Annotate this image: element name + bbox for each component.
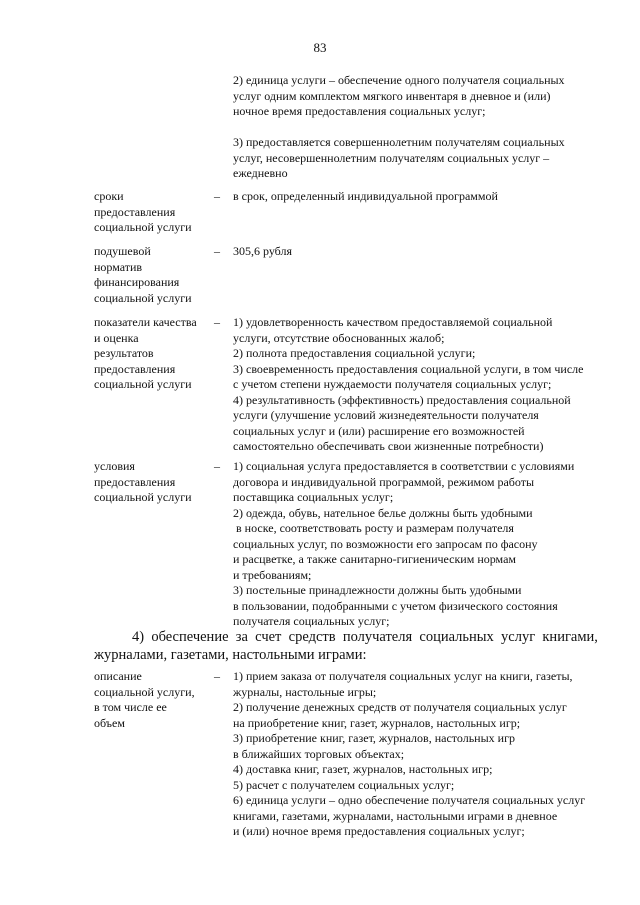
row-dash: –: [214, 459, 220, 473]
value-line: в срок, определенный индивидуальной программой: [233, 189, 498, 203]
text-line: 2) единица услуги – обеспечение одного получателя социальных: [233, 73, 565, 87]
row-value-quality: [233, 315, 603, 455]
label-line: и оценка: [94, 330, 139, 345]
row-label-terms: [94, 189, 192, 236]
value-line: 3) постельные принадлежности должны быть удобными: [233, 583, 522, 597]
label-line: подушевой: [94, 244, 151, 258]
value-line: 1) удовлетворенность качеством предоставляемой социальной: [233, 315, 553, 329]
text-line: 3) предоставляется совершеннолетним получателям социальных: [233, 135, 565, 149]
value-line: 4) результативность (эффективность) предоставления социальной: [233, 392, 571, 407]
row-dash: –: [214, 315, 220, 329]
label-line: предоставления: [94, 361, 176, 376]
label-line: предоставления: [94, 204, 176, 219]
label-line: социальной услуги: [94, 377, 192, 391]
value-line: в носке, соответствовать росту и размерам получателя: [233, 521, 514, 535]
heading-line: 4) обеспечение за счет средств получателя социальных услуг книгами,: [132, 629, 598, 645]
value-line: 1) социальная услуга предоставляется в соответствии с условиями: [233, 459, 575, 473]
value-line: и требованиям;: [233, 567, 312, 582]
text-line: ежедневно: [233, 166, 288, 180]
label-line: сроки: [94, 189, 124, 203]
label-line: предоставления: [94, 474, 176, 489]
label-line: объем: [94, 715, 125, 730]
value-line: поставщика социальных услуг;: [233, 490, 394, 504]
row-value-terms: [233, 189, 603, 205]
value-line: книгами, газетами, журналами, настольными играми в дневное: [233, 808, 558, 823]
value-line: получателя социальных услуг;: [233, 614, 390, 628]
row-label-description: [94, 669, 195, 731]
value-line: 5) расчет с получателем социальных услуг;: [233, 777, 455, 792]
label-line: результатов: [94, 346, 154, 360]
label-line: социальной услуги: [94, 490, 192, 504]
value-line: 6) единица услуги – одно обеспечение получателя социальных услуг: [233, 793, 586, 807]
row-label-conditions: [94, 459, 192, 506]
label-line: условия: [94, 459, 135, 473]
value-line: услуги (улучшение условий жизнедеятельности получателя: [233, 408, 539, 422]
value-line: в ближайших торговых объектах;: [233, 746, 405, 761]
value-line: 3) приобретение книг, газет, журналов, настольных игр: [233, 731, 515, 745]
value-line: в пользовании, подобранными с учетом физического состояния: [233, 598, 558, 613]
heading-line: журналами, газетами, настольными играми:: [94, 647, 367, 663]
row-dash: –: [214, 189, 220, 203]
label-line: в том числе ее: [94, 700, 167, 714]
value-line: социальных услуг, по возможности его запросам по фасону: [233, 536, 538, 551]
row-value-description: [233, 669, 603, 840]
value-line: 305,6 рубля: [233, 244, 292, 258]
value-line: самостоятельно обеспечивать свои жизненные потребности): [233, 439, 544, 453]
row-value-conditions: [233, 459, 603, 630]
intro-text: [233, 73, 565, 182]
label-line: показатели качества: [94, 315, 197, 329]
value-line: договора и индивидуальной программой, режимом работы: [233, 474, 535, 489]
row-value-funding: [233, 244, 603, 260]
row-label-funding: [94, 244, 192, 306]
value-line: 4) доставка книг, газет, журналов, настольных игр;: [233, 762, 493, 776]
page-number: 83: [313, 40, 327, 55]
value-line: на приобретение книг, газет, журналов, настольных игр;: [233, 715, 521, 730]
section-heading: [94, 628, 604, 664]
label-line: социальной услуги,: [94, 684, 195, 699]
label-line: социальной услуги: [94, 290, 192, 305]
row-dash: –: [214, 244, 220, 258]
text-line: услуг, несовершеннолетним получателям социальных услуг –: [233, 150, 550, 165]
value-line: социальных услуг и (или) расширение его возможностей: [233, 423, 525, 438]
text-line: ночное время предоставления социальных услуг;: [233, 104, 486, 118]
value-line: журналы, настольные игры;: [233, 684, 377, 699]
label-line: описание: [94, 669, 142, 683]
text-line: [233, 120, 565, 136]
value-line: услуги, отсутствие обоснованных жалоб;: [233, 330, 445, 345]
row-label-quality: [94, 315, 197, 393]
text-line: услуг одним комплектом мягкого инвентаря в дневное и (или): [233, 88, 551, 103]
label-line: норматив: [94, 259, 143, 274]
value-line: 1) прием заказа от получателя социальных услуг на книги, газеты,: [233, 669, 573, 683]
value-line: 2) одежда, обувь, нательное белье должны быть удобными: [233, 505, 533, 520]
value-line: и (или) ночное время предоставления социальных услуг;: [233, 824, 525, 838]
value-line: 3) своевременность предоставления социальной услуги, в том числе: [233, 361, 584, 376]
value-line: и расцветке, а также санитарно-гигиеническим нормам: [233, 552, 516, 566]
row-dash: –: [214, 669, 220, 683]
label-line: социальной услуги: [94, 220, 192, 234]
value-line: с учетом степени нуждаемости получателя социальных услуг;: [233, 377, 552, 391]
value-line: 2) полнота предоставления социальной услуги;: [233, 346, 476, 360]
label-line: финансирования: [94, 275, 180, 289]
value-line: 2) получение денежных средств от получателя социальных услуг: [233, 700, 567, 714]
